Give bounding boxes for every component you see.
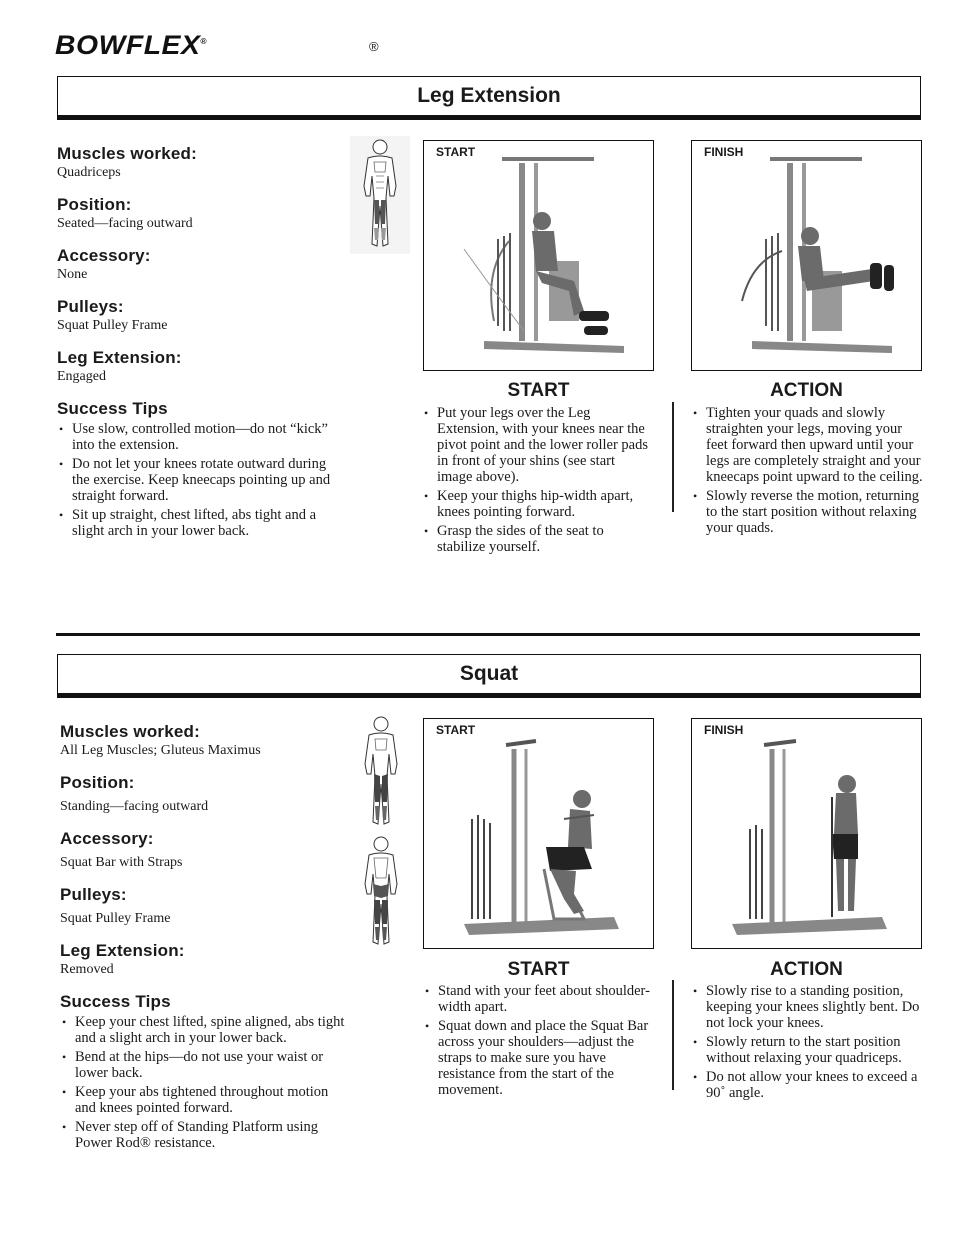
section-title: Leg Extension <box>417 84 561 107</box>
photo-start-label: START <box>436 723 476 737</box>
tip-item: • Do not let your knees rotate outward during the exercise. Keep kneecaps pointing up and straight forward. <box>57 456 332 504</box>
action-steps-list <box>691 983 931 1104</box>
position-value: Seated—facing outward <box>57 216 193 231</box>
squat-start-illustration <box>424 719 654 949</box>
tip-item: • Keep your abs tightened throughout motion and knees pointed forward. <box>60 1084 345 1116</box>
muscles-value: All Leg Muscles; Gluteus Maximus <box>60 743 261 758</box>
position-label: Position: <box>57 195 132 214</box>
action-heading: ACTION <box>770 380 843 401</box>
step-item: • Slowly return to the start position without relaxing your quadriceps. <box>691 1034 931 1066</box>
muscles-value: Quadriceps <box>57 165 121 180</box>
photo-finish-label: FINISH <box>704 145 744 159</box>
step-item: • Keep your thighs hip-width apart, knees pointing forward. <box>422 488 654 520</box>
position-label: Position: <box>60 773 135 792</box>
muscle-anatomy-figure-back <box>352 834 410 952</box>
success-tips-list <box>60 1014 345 1151</box>
muscles-label: Muscles worked: <box>57 144 197 163</box>
tip-item: • Keep your chest lifted, spine aligned, abs tight and a slight arch in your lower back. <box>60 1014 345 1046</box>
muscle-anatomy-figure-front <box>350 136 410 254</box>
photo-finish <box>691 718 922 949</box>
tip-item: • Sit up straight, chest lifted, abs tight and a slight arch in your lower back. <box>57 507 332 539</box>
start-heading: START <box>507 959 570 980</box>
start-heading: START <box>507 380 570 401</box>
tip-item: • Never step off of Standing Platform using Power Rod® resistance. <box>60 1119 345 1151</box>
exercise-info <box>60 722 350 1154</box>
accessory-value: Squat Bar with Straps <box>60 855 183 870</box>
pulleys-label: Pulleys: <box>57 297 124 316</box>
column-divider <box>672 402 674 512</box>
exercise-info <box>57 144 347 542</box>
brand-logo: BOWFLEX® <box>55 30 208 60</box>
accessory-value: None <box>57 267 88 282</box>
position-value: Standing—facing outward <box>60 799 209 814</box>
tip-item: • Bend at the hips—do not use your waist or lower back. <box>60 1049 345 1081</box>
leg-extension-start-illustration <box>424 141 654 371</box>
step-item: • Slowly rise to a standing position, keeping your knees slightly bent. Do not lock your knees. <box>691 983 931 1031</box>
step-item: • Stand with your feet about shoulder-width apart. <box>423 983 655 1015</box>
start-steps-list <box>423 983 655 1101</box>
leg-extension-value: Removed <box>60 962 114 977</box>
success-tips-label: Success Tips <box>57 399 168 418</box>
leg-extension-label: Leg Extension: <box>60 941 185 960</box>
success-tips-label: Success Tips <box>60 992 171 1011</box>
photo-start-label: START <box>436 145 476 159</box>
start-steps-list <box>422 405 654 558</box>
pulleys-value: Squat Pulley Frame <box>60 911 171 926</box>
leg-extension-label: Leg Extension: <box>57 348 182 367</box>
action-steps-list <box>691 405 927 539</box>
muscles-label: Muscles worked: <box>60 722 200 741</box>
photo-finish <box>691 140 922 371</box>
step-item: • Slowly reverse the motion, returning to the start position without relaxing your quads. <box>691 488 927 536</box>
step-item: • Do not allow your knees to exceed a 90˚ angle. <box>691 1069 931 1101</box>
photo-start <box>423 718 654 949</box>
column-divider <box>672 980 674 1090</box>
section-title-box <box>57 654 921 698</box>
photo-finish-label: FINISH <box>704 723 744 737</box>
action-heading: ACTION <box>770 959 843 980</box>
registered-mark: ® <box>369 39 379 54</box>
leg-extension-value: Engaged <box>57 369 106 384</box>
muscle-anatomy-figure-front <box>352 714 410 832</box>
pulleys-label: Pulleys: <box>60 885 127 904</box>
photo-start <box>423 140 654 371</box>
tip-item: • Use slow, controlled motion—do not “kick” into the extension. <box>57 421 332 453</box>
step-item: • Squat down and place the Squat Bar across your shoulders—adjust the straps to make sure you have resistance from the start of the movement. <box>423 1018 655 1098</box>
step-item: • Grasp the sides of the seat to stabilize yourself. <box>422 523 654 555</box>
squat-finish-illustration <box>692 719 922 949</box>
success-tips-list <box>57 421 332 539</box>
step-item: • Tighten your quads and slowly straighten your legs, moving your feet forward then upward until your legs are completely straight and your kneecaps point upward to the ceiling. <box>691 405 927 485</box>
leg-extension-finish-illustration <box>692 141 922 371</box>
section-title: Squat <box>459 662 519 685</box>
section-divider <box>56 633 920 636</box>
section-title-box <box>57 76 921 120</box>
accessory-label: Accessory: <box>57 246 151 265</box>
step-item: • Put your legs over the Leg Extension, with your knees near the pivot point and the lower roller pads in front of your shins (see start image above). <box>422 405 654 485</box>
accessory-label: Accessory: <box>60 829 154 848</box>
pulleys-value: Squat Pulley Frame <box>57 318 168 333</box>
